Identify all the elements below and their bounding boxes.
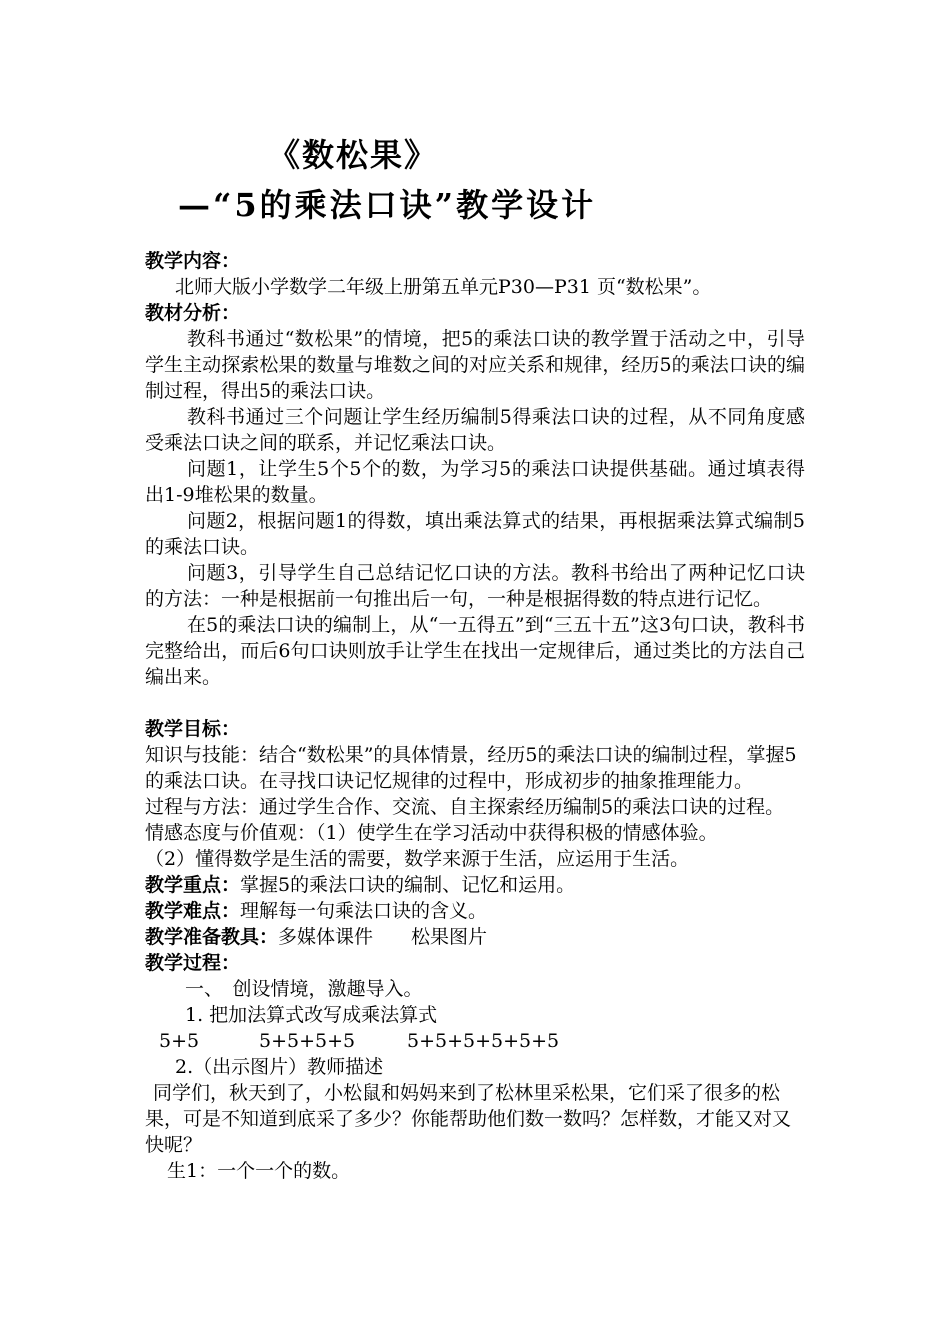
key-point xyxy=(145,872,805,898)
teaching-content-text: 北师大版小学数学二年级上册第五单元P30—P31 页“数松果”。 xyxy=(175,276,712,298)
goal-knowledge: 知识与技能：结合“数松果”的具体情景，经历5的乘法口诀的编制过程，掌握5的乘法口诀。在寻找口诀记忆规律的过程中，形成初步的抽象推理能力。 xyxy=(145,744,797,792)
goal-emotion: 情感态度与价值观：（1）使学生在学习活动中获得积极的情感体验。 xyxy=(145,822,718,844)
analysis-paragraph: 在5的乘法口诀的编制上，从“一五得五”到“三五十五”这3句口诀，教科书完整给出，而后6句口诀则放手让学生在找出一定规律后，通过类比的方法自己编出来。 xyxy=(145,614,805,688)
heading-teaching-goals: 教学目标： xyxy=(145,718,241,740)
goal-process: 过程与方法：通过学生合作、交流、自主探索经历编制5的乘法口诀的过程。 xyxy=(145,796,785,818)
student-answer: 生1：一个一个的数。 xyxy=(167,1160,351,1182)
teaching-tools-text: 多媒体课件 松果图片 xyxy=(278,926,488,948)
addition-expression: 5+5 xyxy=(159,1030,200,1052)
heading-teaching-process: 教学过程： xyxy=(145,952,241,974)
process-substep: 1. 把加法算式改写成乘法算式 xyxy=(185,1004,438,1026)
process-substep: 2.（出示图片）教师描述 xyxy=(175,1056,384,1078)
title-line-2: —“5的乘法口诀”教学设计 xyxy=(178,186,597,224)
difficulty xyxy=(145,898,805,924)
heading-teaching-tools: 教学准备教具： xyxy=(145,926,279,948)
heading-material-analysis: 教材分析： xyxy=(145,302,241,324)
analysis-paragraph: 问题2，根据问题1的得数，填出乘法算式的结果，再根据乘法算式编制5的乘法口诀。 xyxy=(145,510,805,558)
document-body xyxy=(145,248,805,1184)
heading-teaching-content: 教学内容： xyxy=(145,250,241,272)
teaching-tools xyxy=(145,924,805,950)
addition-expressions xyxy=(145,1028,805,1054)
spacer xyxy=(145,690,805,716)
analysis-paragraph: 教科书通过“数松果”的情境，把5的乘法口诀的教学置于活动之中，引导学生主动探索松果的数量与堆数之间的对应关系和规律，经历5的乘法口诀的编制过程，得出5的乘法口诀。 xyxy=(145,328,805,402)
heading-key-point: 教学重点： xyxy=(145,874,241,896)
process-step: 一、 创设情境，激趣导入。 xyxy=(185,978,423,1000)
teacher-talk: 同学们，秋天到了，小松鼠和妈妈来到了松林里采松果，它们采了很多的松果，可是不知道到底采了多少？你能帮助他们数一数吗？怎样数，才能又对又快呢？ xyxy=(145,1082,792,1156)
addition-expression: 5+5+5+5 xyxy=(259,1030,356,1052)
addition-expression: 5+5+5+5+5+5 xyxy=(407,1030,560,1052)
analysis-paragraph: 问题1，让学生5个5个的数，为学习5的乘法口诀提供基础。通过填表得出1-9堆松果的数量。 xyxy=(145,458,805,506)
difficulty-text: 理解每一句乘法口诀的含义。 xyxy=(240,900,488,922)
heading-difficulty: 教学难点： xyxy=(145,900,241,922)
goal-emotion: （2）懂得数学是生活的需要，数学来源于生活，应运用于生活。 xyxy=(145,848,690,870)
analysis-paragraph: 问题3，引导学生自己总结记忆口诀的方法。教科书给出了两种记忆口诀的方法：一种是根据前一句推出后一句，一种是根据得数的特点进行记忆。 xyxy=(145,562,805,610)
key-point-text: 掌握5的乘法口诀的编制、记忆和运用。 xyxy=(240,874,576,896)
analysis-paragraph: 教科书通过三个问题让学生经历编制5得乘法口诀的过程，从不同角度感受乘法口诀之间的联系，并记忆乘法口诀。 xyxy=(145,406,805,454)
title-line-1: 《数松果》 xyxy=(268,136,439,174)
